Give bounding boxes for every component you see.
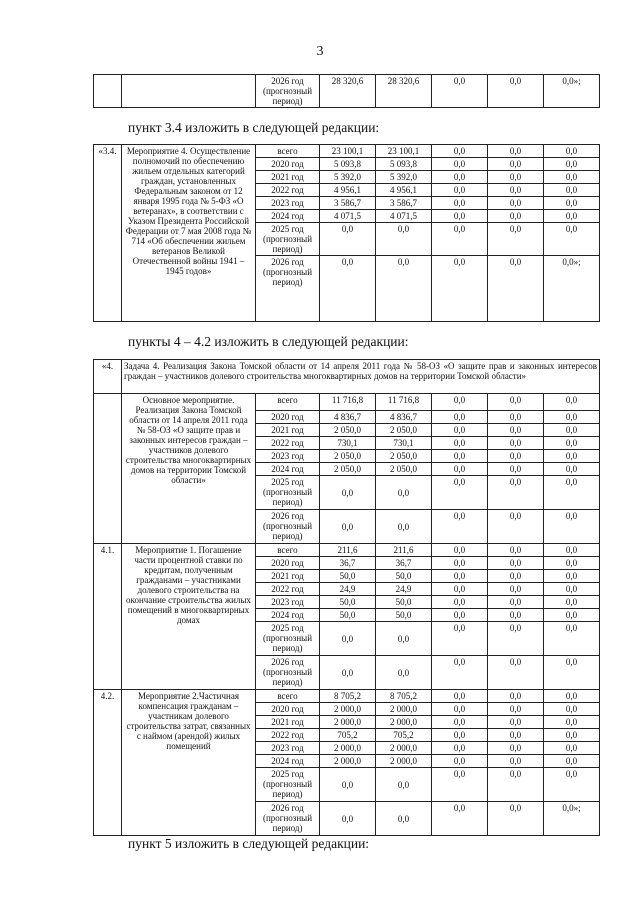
value-cell: 50,0 [320,596,376,609]
table-3-4 [93,144,600,322]
value-cell: 23 100,1 [376,145,432,158]
value-cell: 0,0 [544,184,600,197]
period-cell: 2022 год [256,583,320,596]
value-cell: 0,0 [320,510,376,544]
value-cell: 4 956,1 [376,184,432,197]
period-cell: 2023 год [256,450,320,463]
value-cell: 0,0 [488,755,544,768]
value-cell: 0,0 [488,171,544,184]
value-cell: 0,0»; [544,802,600,836]
value-cell: 2 050,0 [320,424,376,437]
value-cell: 0,0 [544,437,600,450]
value-cell: 0,0 [376,768,432,802]
table-row [94,75,600,108]
value-cell: 0,0 [432,510,488,544]
value-cell: 0,0 [320,656,376,690]
value-cell: 0,0 [488,583,544,596]
value-cell: 0,0 [488,690,544,703]
value-cell: 0,0 [432,583,488,596]
period-cell: 2021 год [256,570,320,583]
value-cell: 0,0 [320,476,376,510]
value-cell: 8 705,2 [320,690,376,703]
value-cell: 0,0 [320,802,376,836]
value-cell: 0,0 [432,476,488,510]
value-cell: 0,0 [320,256,376,322]
value-cell: 36,7 [320,557,376,570]
value-cell: 0,0 [488,476,544,510]
value-cell: 0,0»; [544,75,600,108]
period-cell: 2021 год [256,716,320,729]
task-row [94,360,600,394]
heading-4: пункты 4 – 4.2 изложить в следующей редакции: [128,334,409,349]
value-cell: 4 836,7 [320,411,376,424]
period-cell: 2026 год (прогнозный период) [256,656,320,690]
activity-name-cell: Мероприятие 4. Осуществление полномочий по обеспечению жильем отдельных категорий граждан, установленных Федеральным законом от 12 января 1995 года № 5-ФЗ «О ветеранах», в соответствии с Указом Президента Российской Федерации от 7 мая 2008 года № 714 «Об обеспечении жильем ветеранов Великой Отечественной войны 1941 – 1945 годов» [122,145,256,322]
value-cell: 50,0 [376,570,432,583]
value-cell: 2 050,0 [376,424,432,437]
value-cell: 2 050,0 [376,450,432,463]
value-cell: 0,0 [432,394,488,411]
value-cell: 2 000,0 [320,716,376,729]
period-cell: 2026 год (прогнозный период) [256,510,320,544]
period-cell: 2024 год [256,609,320,622]
row-number-cell: 4.2. [94,690,122,836]
row-number-cell [94,394,122,544]
heading-5: пункт 5 изложить в следующей редакции: [128,836,370,851]
value-cell: 211,6 [320,544,376,557]
value-cell: 0,0 [432,158,488,171]
heading-3-4: пункт 3.4 изложить в следующей редакции: [128,120,380,135]
value-cell: 0,0 [488,609,544,622]
value-cell: 0,0 [544,463,600,476]
value-cell: 4 956,1 [320,184,376,197]
value-cell: 211,6 [376,544,432,557]
value-cell: 0,0 [488,802,544,836]
value-cell: 2 050,0 [320,463,376,476]
value-cell: 2 050,0 [376,463,432,476]
value-cell: 730,1 [376,437,432,450]
period-cell: 2020 год [256,411,320,424]
value-cell: 0,0 [432,171,488,184]
value-cell: 0,0 [544,583,600,596]
value-cell: 2 000,0 [320,755,376,768]
value-cell: 0,0 [432,742,488,755]
period-cell: 2020 год [256,703,320,716]
value-cell: 0,0 [488,742,544,755]
value-cell: 4 071,5 [320,210,376,223]
value-cell: 0,0 [544,768,600,802]
period-cell: 2025 год (прогнозный период) [256,476,320,510]
value-cell: 0,0 [376,223,432,256]
value-cell: 0,0 [544,729,600,742]
value-cell: 0,0 [432,544,488,557]
period-cell: 2020 год [256,557,320,570]
period-cell: 2021 год [256,171,320,184]
value-cell: 0,0 [432,729,488,742]
value-cell: 0,0 [488,210,544,223]
row-number-cell [94,75,122,108]
value-cell: 0,0»; [544,256,600,322]
task-text-cell: Задача 4. Реализация Закона Томской области от 14 апреля 2011 года № 58-ОЗ «О защите прав и законных интересов граждан – участников долевого строительства многоквартирных домов на территории Томской области» [122,360,600,394]
value-cell: 0,0 [544,716,600,729]
value-cell: 0,0 [488,703,544,716]
value-cell: 28 320,6 [376,75,432,108]
period-cell: всего [256,544,320,557]
value-cell: 5 093,8 [320,158,376,171]
value-cell: 0,0 [488,184,544,197]
period-cell: 2024 год [256,463,320,476]
value-cell: 0,0 [432,450,488,463]
value-cell: 2 050,0 [320,450,376,463]
value-cell: 0,0 [488,223,544,256]
value-cell: 0,0 [544,424,600,437]
value-cell: 705,2 [376,729,432,742]
value-cell: 0,0 [432,75,488,108]
activity-name-cell: Основное мероприятие. Реализация Закона Томской области от 14 апреля 2011 года № 58-ОЗ «О защите прав и законных интересов граждан – участников долевого строительства многоквартирных домов на территории Томской области» [122,394,256,544]
value-cell: 0,0 [544,210,600,223]
value-cell: 705,2 [320,729,376,742]
value-cell: 5 093,8 [376,158,432,171]
value-cell: 0,0 [544,622,600,656]
value-cell: 0,0 [376,476,432,510]
value-cell: 0,0 [544,223,600,256]
value-cell: 50,0 [376,596,432,609]
period-cell: 2023 год [256,197,320,210]
value-cell: 0,0 [432,411,488,424]
period-cell: 2022 год [256,184,320,197]
value-cell: 36,7 [376,557,432,570]
value-cell: 24,9 [376,583,432,596]
value-cell: 0,0 [544,394,600,411]
value-cell: 0,0 [432,437,488,450]
value-cell: 0,0 [432,768,488,802]
value-cell: 0,0 [432,197,488,210]
value-cell: 50,0 [320,570,376,583]
activity-name-cell: Мероприятие 2.Частичная компенсация гражданам – участникам долевого строительства затрат, связанных с наймом (арендой) жилых помещений [122,690,256,836]
value-cell: 0,0 [544,755,600,768]
period-cell: 2023 год [256,596,320,609]
row-number-cell: 4.1. [94,544,122,690]
period-cell: 2026 год (прогнозный период) [256,75,320,108]
value-cell: 0,0 [432,596,488,609]
value-cell: 0,0 [488,145,544,158]
value-cell: 0,0 [544,570,600,583]
value-cell: 2 000,0 [320,742,376,755]
value-cell: 0,0 [320,622,376,656]
value-cell: 0,0 [432,622,488,656]
value-cell: 0,0 [544,171,600,184]
top-table [93,74,600,108]
value-cell: 0,0 [544,742,600,755]
value-cell: 0,0 [488,729,544,742]
period-cell: 2024 год [256,210,320,223]
value-cell: 0,0 [432,703,488,716]
value-cell: 0,0 [432,145,488,158]
value-cell: 4 071,5 [376,210,432,223]
value-cell: 0,0 [488,716,544,729]
value-cell: 0,0 [488,510,544,544]
value-cell: 0,0 [432,656,488,690]
value-cell: 3 586,7 [320,197,376,210]
value-cell: 2 000,0 [376,755,432,768]
value-cell: 0,0 [544,510,600,544]
period-cell: 2020 год [256,158,320,171]
value-cell: 0,0 [432,690,488,703]
value-cell: 0,0 [544,450,600,463]
value-cell: 2 000,0 [376,742,432,755]
value-cell: 28 320,6 [320,75,376,108]
value-cell: 50,0 [376,609,432,622]
value-cell: 0,0 [432,424,488,437]
value-cell: 0,0 [488,197,544,210]
table-row [94,145,600,158]
value-cell: 0,0 [320,223,376,256]
activity-name-cell: Мероприятие 1. Погашение части процентной ставки по кредитам, полученным гражданами – участниками долевого строительства на окончание строительства жилых помещений в многоквартирных домах [122,544,256,690]
value-cell: 0,0 [488,411,544,424]
value-cell: 0,0 [488,544,544,557]
value-cell: 2 000,0 [376,716,432,729]
value-cell: 0,0 [432,256,488,322]
value-cell: 0,0 [488,450,544,463]
value-cell: 0,0 [320,768,376,802]
value-cell: 0,0 [432,802,488,836]
value-cell: 0,0 [432,755,488,768]
value-cell: 0,0 [488,158,544,171]
value-cell: 0,0 [432,570,488,583]
value-cell: 730,1 [320,437,376,450]
period-cell: 2026 год (прогнозный период) [256,256,320,322]
value-cell: 0,0 [488,656,544,690]
value-cell: 0,0 [544,557,600,570]
value-cell: 23 100,1 [320,145,376,158]
period-cell: 2025 год (прогнозный период) [256,223,320,256]
value-cell: 0,0 [432,557,488,570]
period-cell: 2021 год [256,424,320,437]
value-cell: 0,0 [432,223,488,256]
value-cell: 0,0 [432,609,488,622]
value-cell: 0,0 [376,802,432,836]
value-cell: 0,0 [544,411,600,424]
value-cell: 0,0 [488,424,544,437]
value-cell: 0,0 [488,394,544,411]
value-cell: 0,0 [488,437,544,450]
value-cell: 8 705,2 [376,690,432,703]
value-cell: 0,0 [376,510,432,544]
value-cell: 0,0 [544,145,600,158]
value-cell: 0,0 [544,690,600,703]
value-cell: 0,0 [376,656,432,690]
value-cell: 11 716,8 [320,394,376,411]
period-cell: 2025 год (прогнозный период) [256,768,320,802]
value-cell: 2 000,0 [320,703,376,716]
value-cell: 0,0 [432,184,488,197]
value-cell: 2 000,0 [376,703,432,716]
value-cell: 0,0 [544,609,600,622]
value-cell: 0,0 [544,158,600,171]
value-cell: 0,0 [544,596,600,609]
value-cell: 4 836,7 [376,411,432,424]
value-cell: 0,0 [488,256,544,322]
period-cell: всего [256,394,320,411]
value-cell: 5 392,0 [320,171,376,184]
period-cell: 2023 год [256,742,320,755]
value-cell: 11 716,8 [376,394,432,411]
value-cell: 0,0 [432,716,488,729]
value-cell: 0,0 [544,476,600,510]
value-cell: 0,0 [376,256,432,322]
table-row [94,394,600,411]
period-cell: всего [256,690,320,703]
period-cell: 2025 год (прогнозный период) [256,622,320,656]
period-cell: 2024 год [256,755,320,768]
table-row [94,544,600,557]
value-cell: 0,0 [544,703,600,716]
value-cell: 0,0 [544,656,600,690]
table-row [94,690,600,703]
value-cell: 3 586,7 [376,197,432,210]
value-cell: 0,0 [376,622,432,656]
value-cell: 0,0 [488,75,544,108]
value-cell: 0,0 [544,544,600,557]
value-cell: 24,9 [320,583,376,596]
period-cell: 2022 год [256,729,320,742]
activity-name-cell [122,75,256,108]
value-cell: 0,0 [488,768,544,802]
table-4 [93,359,600,836]
value-cell: 0,0 [488,570,544,583]
value-cell: 0,0 [488,622,544,656]
period-cell: всего [256,145,320,158]
task-number-cell: «4. [94,360,122,394]
value-cell: 0,0 [544,197,600,210]
page-number: 3 [316,44,324,59]
value-cell: 50,0 [320,609,376,622]
row-number-cell: «3.4. [94,145,122,322]
value-cell: 0,0 [432,463,488,476]
period-cell: 2022 год [256,437,320,450]
value-cell: 5 392,0 [376,171,432,184]
value-cell: 0,0 [488,463,544,476]
value-cell: 0,0 [488,596,544,609]
period-cell: 2026 год (прогнозный период) [256,802,320,836]
value-cell: 0,0 [488,557,544,570]
value-cell: 0,0 [432,210,488,223]
